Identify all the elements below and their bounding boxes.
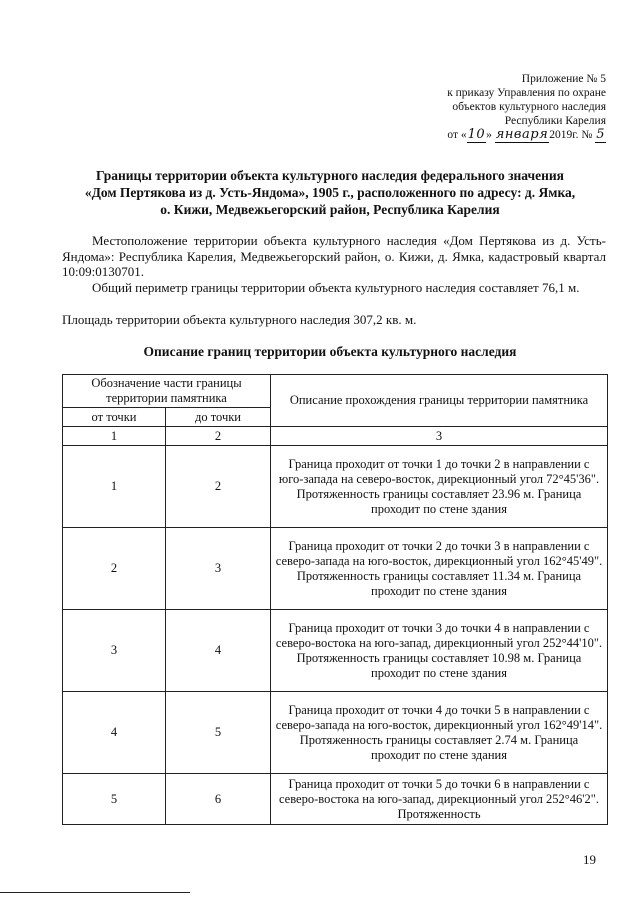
page-number: 19	[583, 852, 596, 867]
footnote-divider	[0, 892, 190, 893]
cell-from: 2	[63, 528, 166, 610]
header-description: Описание прохождения границы территории памятника	[271, 375, 608, 427]
section-title: Описание границ территории объекта культурного наследия	[143, 344, 517, 359]
cell-description: Граница проходит от точки 3 до точки 4 в направлении с северо-востока на юго-запад, дирекционный угол 252°44'10". Протяженность границы составляет 10.98 м. Граница проходит по стене здания	[271, 610, 608, 692]
table-row	[63, 446, 608, 528]
cell-from: 4	[63, 692, 166, 774]
table-row	[63, 610, 608, 692]
table-header-row	[63, 375, 608, 408]
title-line-1: Границы территории объекта культурного наследия федерального значения	[96, 168, 564, 183]
boundary-table	[62, 374, 608, 825]
appendix-line-1: Приложение № 5	[521, 73, 606, 85]
appendix-line-3: объектов культурного наследия	[452, 101, 606, 113]
handwritten-month: января	[495, 127, 549, 142]
date-mid: »	[486, 129, 495, 141]
cell-description: Граница проходит от точки 1 до точки 2 в направлении с юго-запада на северо-восток, дирекционный угол 72°45'36". Протяженность границы составляет 23.96 м. Граница проходит по стене здания	[271, 446, 608, 528]
header-from: от точки	[63, 408, 166, 427]
area-paragraph: Площадь территории объекта культурного наследия 307,2 кв. м.	[62, 312, 417, 327]
column-number-2: 2	[166, 427, 271, 446]
cell-description: Граница проходит от точки 4 до точки 5 в направлении с северо-запада на юго-восток, дирекционный угол 162°49'14". Протяженность границы составляет 2.74 м. Граница проходит по стене здания	[271, 692, 608, 774]
handwritten-day: 10	[467, 127, 486, 142]
column-number-3: 3	[271, 427, 608, 446]
document-title	[50, 167, 610, 218]
appendix-line-2: к приказу Управления по охране	[447, 87, 606, 99]
table-row	[63, 692, 608, 774]
cell-description: Граница проходит от точки 5 до точки 6 в направлении с северо-востока на юго-запад, дирекционный угол 252°46'2". Протяженность	[271, 774, 608, 825]
cell-to: 3	[166, 528, 271, 610]
table-column-numbers-row	[63, 427, 608, 446]
cell-to: 5	[166, 692, 271, 774]
cell-to: 2	[166, 446, 271, 528]
perimeter-paragraph: Общий периметр границы территории объекта культурного наследия составляет 76,1 м.	[92, 280, 580, 295]
title-line-2: «Дом Пертякова из д. Усть-Яндома», 1905 г., расположенного по адресу: д. Ямка,	[84, 185, 576, 200]
cell-description: Граница проходит от точки 2 до точки 3 в направлении с северо-запада на юго-восток, дирекционный угол 162°45'49". Протяженность границы составляет 11.34 м. Граница проходит по стене здания	[271, 528, 608, 610]
cell-to: 6	[166, 774, 271, 825]
handwritten-number: 5	[596, 127, 605, 142]
table-row	[63, 774, 608, 825]
appendix-block	[447, 72, 606, 142]
cell-from: 3	[63, 610, 166, 692]
title-line-3: о. Кижи, Медвежьегорский район, Республика Карелия	[160, 202, 500, 217]
cell-from: 1	[63, 446, 166, 528]
appendix-date-line	[447, 128, 606, 142]
cell-from: 5	[63, 774, 166, 825]
location-paragraph: Местоположение территории объекта культурного наследия «Дом Пертякова из д. Усть-Яндома»: Республика Карелия, Медвежьегорский район, о. Кижи, д. Ямка, кадастровый квартал 10:09:0130701.	[62, 233, 606, 279]
table-row	[63, 528, 608, 610]
appendix-line-4: Республики Карелия	[504, 115, 606, 127]
header-part: Обозначение части границы территории памятника	[63, 375, 271, 408]
header-to: до точки	[166, 408, 271, 427]
date-prefix: от «	[447, 129, 467, 141]
column-number-1: 1	[63, 427, 166, 446]
cell-to: 4	[166, 610, 271, 692]
date-year: 2019г. №	[549, 129, 593, 141]
